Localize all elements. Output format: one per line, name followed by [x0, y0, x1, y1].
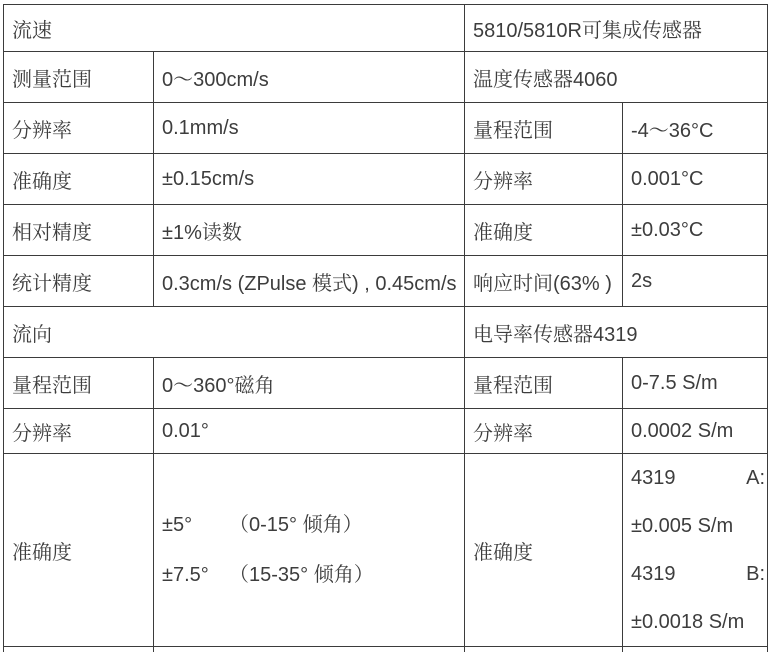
sensor-variant: A:	[746, 467, 766, 489]
accuracy-value: ±0.0018 S/m	[631, 611, 745, 633]
spec-value: 0～360°磁角	[154, 358, 465, 409]
spec-label: 分辨率	[465, 409, 623, 454]
table-row	[4, 307, 768, 358]
empty-cell	[465, 647, 623, 652]
accuracy-value: ±5°	[162, 514, 193, 536]
spec-value: 2s	[623, 256, 768, 307]
section-title-integrated-sensor: 5810/5810R可集成传感器	[465, 5, 768, 52]
spec-label: 分辨率	[4, 409, 154, 454]
spec-label: 统计精度	[4, 256, 154, 307]
accuracy-line	[631, 454, 765, 502]
spec-value: 0.0002 S/m	[623, 409, 768, 454]
empty-cell	[623, 647, 768, 652]
spec-value: 0.01°	[154, 409, 465, 454]
spec-label: 量程范围	[4, 358, 154, 409]
empty-cell	[4, 647, 154, 652]
spec-label: 响应时间(63% )	[465, 256, 623, 307]
spec-label: 准确度	[465, 454, 623, 647]
accuracy-line	[631, 598, 765, 646]
section-title-flow-direction: 流向	[4, 307, 465, 358]
table-row	[4, 358, 768, 409]
spec-label: 相对精度	[4, 205, 154, 256]
accuracy-line	[631, 502, 765, 550]
accuracy-value: ±7.5°	[162, 564, 209, 586]
table-row	[4, 256, 768, 307]
accuracy-line	[162, 550, 462, 600]
spec-value: 0.1mm/s	[154, 103, 465, 154]
sensor-variant: B:	[746, 563, 766, 585]
spec-label: 量程范围	[465, 103, 623, 154]
spec-value: ±0.03°C	[623, 205, 768, 256]
spec-label: 量程范围	[465, 358, 623, 409]
accuracy-value: ±0.005 S/m	[631, 515, 734, 537]
section-title-conductivity-sensor: 电导率传感器4319	[465, 307, 768, 358]
spec-label: 准确度	[4, 454, 154, 647]
section-title-temperature-sensor: 温度传感器4060	[465, 52, 768, 103]
accuracy-line	[162, 500, 462, 550]
table-row	[4, 454, 768, 647]
spec-label: 测量范围	[4, 52, 154, 103]
table-row	[4, 409, 768, 454]
spec-label: 准确度	[465, 205, 623, 256]
spec-label: 分辨率	[465, 154, 623, 205]
table-row	[4, 205, 768, 256]
empty-cell	[154, 647, 465, 652]
spec-value: 0～300cm/s	[154, 52, 465, 103]
spec-value: 0-7.5 S/m	[623, 358, 768, 409]
spec-value: 0.3cm/s (ZPulse 模式) , 0.45cm/s	[154, 256, 465, 307]
sensor-model: 4319	[631, 563, 676, 585]
table-row-clipped	[4, 647, 768, 652]
accuracy-line	[631, 550, 765, 598]
spec-label: 分辨率	[4, 103, 154, 154]
accuracy-condition: （0-15° 倾角）	[229, 514, 363, 536]
sensor-model: 4319	[631, 467, 676, 489]
section-title-flow-speed: 流速	[4, 5, 465, 52]
table-row	[4, 5, 768, 52]
spec-label: 准确度	[4, 154, 154, 205]
spec-value: ±0.15cm/s	[154, 154, 465, 205]
table-row	[4, 52, 768, 103]
table-row	[4, 154, 768, 205]
spec-value: 0.001°C	[623, 154, 768, 205]
conductivity-accuracy-value	[623, 454, 768, 647]
spec-value: ±1%读数	[154, 205, 465, 256]
direction-accuracy-value	[154, 454, 465, 647]
spec-value: -4～36°C	[623, 103, 768, 154]
sensor-spec-table	[3, 4, 768, 652]
accuracy-condition: （15-35° 倾角）	[229, 564, 374, 586]
table-row	[4, 103, 768, 154]
